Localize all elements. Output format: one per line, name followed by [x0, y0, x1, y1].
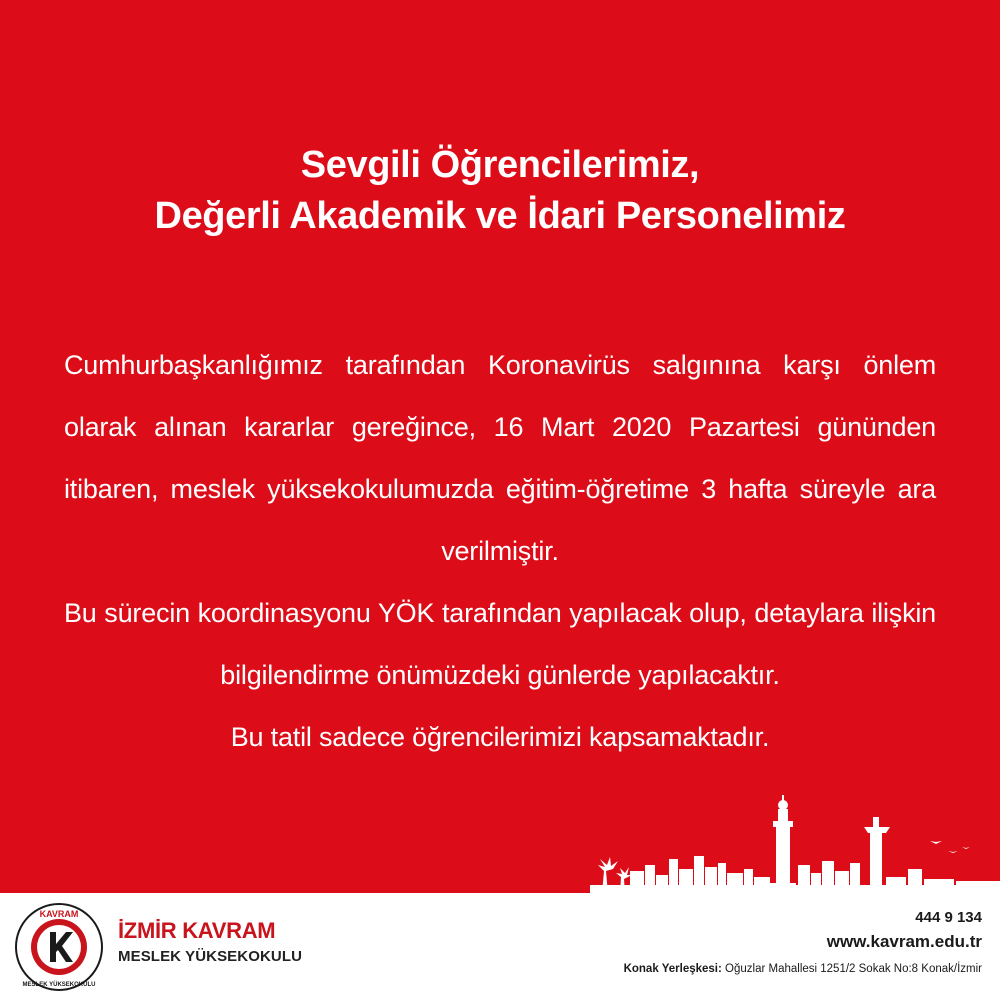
body-paragraph-2: Bu sürecin koordinasyonu YÖK tarafından yapılacak olup, detaylara ilişkin bilgilendirme önümüzdeki günlerde yapılacaktır. [64, 598, 936, 690]
svg-text:MESLEK YÜKSEKOKULU: MESLEK YÜKSEKOKULU [22, 982, 96, 988]
announcement-body [64, 334, 936, 768]
brand-subtitle: MESLEK YÜKSEKOKULU [118, 948, 303, 965]
body-paragraph-3: Bu tatil sadece öğrencilerimizi kapsamaktadır. [230, 722, 770, 752]
kavram-seal-logo-icon [14, 902, 104, 992]
website-link[interactable]: www.kavram.edu.tr [826, 932, 982, 951]
svg-text:KAVRAM: KAVRAM [39, 909, 79, 919]
izmir-skyline-icon [590, 793, 1000, 894]
title-line-1: Sevgili Öğrencilerimiz, [300, 144, 700, 186]
address-value: Oğuzlar Mahallesi 1251/2 Sokak No:8 Konak/İzmir [725, 963, 982, 975]
address-label: Konak Yerleşkesi: [623, 963, 722, 975]
contact-block [462, 908, 982, 978]
body-paragraph-1: Cumhurbaşkanlığımız tarafından Koronavirüs salgınına karşı önlem olarak alınan kararlar gereğince, 16 Mart 2020 Pazartesi gününden itibaren, meslek yüksekokulumuzda eğitim-öğretime 3 hafta süreyle ara verilmiştir. [64, 350, 936, 566]
campus-address [462, 960, 982, 978]
announcement-title [0, 140, 1000, 242]
title-line-2: Değerli Akademik ve İdari Personelimiz [154, 195, 846, 237]
brand-name: İZMİR KAVRAM [118, 918, 276, 943]
phone-number[interactable]: 444 9 134 [915, 909, 982, 926]
